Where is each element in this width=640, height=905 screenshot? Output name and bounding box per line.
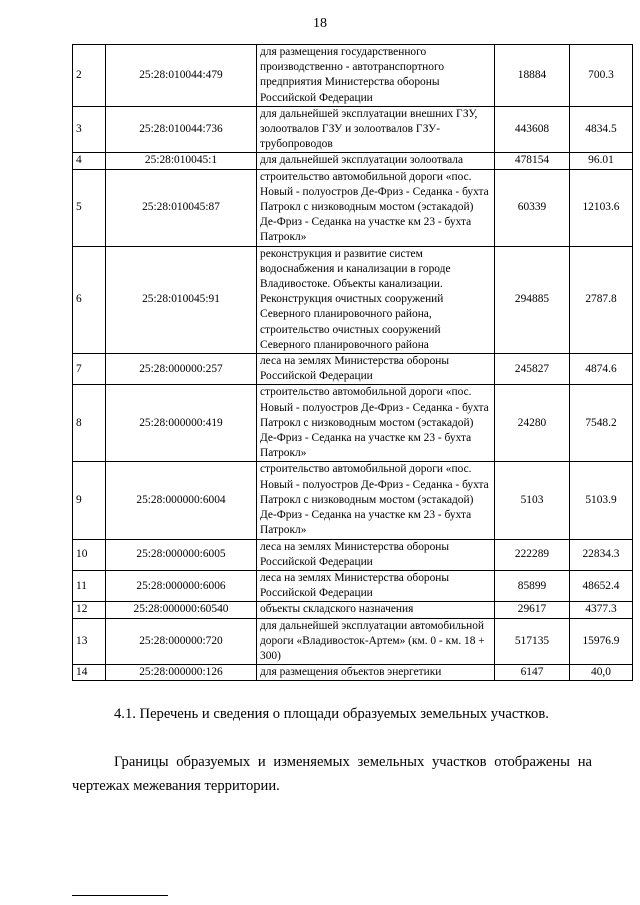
value-cell: 96.01 [570, 153, 633, 169]
row-number-cell: 3 [73, 106, 106, 153]
area-cell: 443608 [495, 106, 570, 153]
row-number-cell: 9 [73, 462, 106, 539]
row-number-cell: 2 [73, 45, 106, 107]
value-cell: 4834.5 [570, 106, 633, 153]
row-number-cell: 6 [73, 246, 106, 353]
table-row [73, 665, 633, 681]
value-cell: 15976.9 [570, 618, 633, 665]
permitted-use-cell: для дальнейшей эксплуатации золоотвала [257, 153, 495, 169]
area-cell: 245827 [495, 354, 570, 385]
land-parcels-table [72, 44, 633, 681]
area-cell: 294885 [495, 246, 570, 353]
area-cell: 24280 [495, 385, 570, 462]
row-number-cell: 10 [73, 539, 106, 570]
area-cell: 18884 [495, 45, 570, 107]
value-cell: 4377.3 [570, 602, 633, 618]
section-4-1-heading: 4.1. Перечень и сведения о площади образуемых земельных участков. [114, 706, 549, 722]
permitted-use-cell: леса на землях Министерства обороны Российской Федерации [257, 539, 495, 570]
permitted-use-cell: леса на землях Министерства обороны Российской Федерации [257, 570, 495, 601]
value-cell: 700.3 [570, 45, 633, 107]
table-row [73, 354, 633, 385]
table-row [73, 246, 633, 353]
permitted-use-cell: для дальнейшей эксплуатации внешних ГЗУ, золоотвалов ГЗУ и золоотвалов ГЗУ-трубопроводов [257, 106, 495, 153]
area-cell: 6147 [495, 665, 570, 681]
value-cell: 48652.4 [570, 570, 633, 601]
cadastral-number-cell: 25:28:000000:6004 [106, 462, 257, 539]
footnote-divider [72, 895, 168, 896]
land-parcels-table-body [73, 45, 633, 681]
permitted-use-cell: объекты складского назначения [257, 602, 495, 618]
area-cell: 60339 [495, 169, 570, 246]
table-row [73, 618, 633, 665]
table-row [73, 602, 633, 618]
row-number-cell: 4 [73, 153, 106, 169]
row-number-cell: 12 [73, 602, 106, 618]
value-cell: 22834.3 [570, 539, 633, 570]
value-cell: 40,0 [570, 665, 633, 681]
table-row [73, 45, 633, 107]
row-number-cell: 13 [73, 618, 106, 665]
cadastral-number-cell: 25:28:000000:419 [106, 385, 257, 462]
value-cell: 7548.2 [570, 385, 633, 462]
cadastral-number-cell: 25:28:000000:60540 [106, 602, 257, 618]
area-cell: 478154 [495, 153, 570, 169]
boundaries-paragraph: Границы образуемых и изменяемых земельных участков отображены на чертежах межевания территории. [72, 754, 592, 794]
row-number-cell: 11 [73, 570, 106, 601]
table-row [73, 106, 633, 153]
page-number: 18 [313, 16, 327, 31]
table-row [73, 153, 633, 169]
row-number-cell: 7 [73, 354, 106, 385]
cadastral-number-cell: 25:28:010045:87 [106, 169, 257, 246]
area-cell: 29617 [495, 602, 570, 618]
cadastral-number-cell: 25:28:000000:126 [106, 665, 257, 681]
table-row [73, 385, 633, 462]
value-cell: 12103.6 [570, 169, 633, 246]
permitted-use-cell: строительство автомобильной дороги «пос. Новый - полуостров Де-Фриз - Седанка - бухта Патрокл с низководным мостом (эстакадой) Де-Фриз - Седанка на участке км 23 - бухта Патрокл» [257, 462, 495, 539]
permitted-use-cell: для размещения государственного производственно - автотранспортного предприятия Министерства обороны Российской Федерации [257, 45, 495, 107]
area-cell: 85899 [495, 570, 570, 601]
cadastral-number-cell: 25:28:010045:91 [106, 246, 257, 353]
permitted-use-cell: для дальнейшей эксплуатации автомобильной дороги «Владивосток-Артем» (км. 0 - км. 18 + 300) [257, 618, 495, 665]
cadastral-number-cell: 25:28:000000:6005 [106, 539, 257, 570]
permitted-use-cell: реконструкция и развитие систем водоснабжения и канализации в городе Владивостоке. Объекты канализации. Реконструкция очистных сооружений Северного планировочного района, строительство очистных сооружений Северного планировочного района [257, 246, 495, 353]
permitted-use-cell: строительство автомобильной дороги «пос. Новый - полуостров Де-Фриз - Седанка - бухта Патрокл с низководным мостом (эстакадой) Де-Фриз - Седанка на участке км 23 - бухта Патрокл» [257, 385, 495, 462]
row-number-cell: 5 [73, 169, 106, 246]
value-cell: 4874.6 [570, 354, 633, 385]
cadastral-number-cell: 25:28:010045:1 [106, 153, 257, 169]
cadastral-number-cell: 25:28:010044:479 [106, 45, 257, 107]
value-cell: 2787.8 [570, 246, 633, 353]
cadastral-number-cell: 25:28:010044:736 [106, 106, 257, 153]
area-cell: 222289 [495, 539, 570, 570]
row-number-cell: 14 [73, 665, 106, 681]
permitted-use-cell: для размещения объектов энергетики [257, 665, 495, 681]
cadastral-number-cell: 25:28:000000:257 [106, 354, 257, 385]
permitted-use-cell: леса на землях Министерства обороны Российской Федерации [257, 354, 495, 385]
permitted-use-cell: строительство автомобильной дороги «пос. Новый - полуостров Де-Фриз - Седанка - бухта Патрокл с низководным мостом (эстакадой) Де-Фриз - Седанка на участке км 23 - бухта Патрокл» [257, 169, 495, 246]
table-row [73, 462, 633, 539]
area-cell: 5103 [495, 462, 570, 539]
area-cell: 517135 [495, 618, 570, 665]
cadastral-number-cell: 25:28:000000:720 [106, 618, 257, 665]
row-number-cell: 8 [73, 385, 106, 462]
value-cell: 5103.9 [570, 462, 633, 539]
table-row [73, 570, 633, 601]
table-row [73, 169, 633, 246]
cadastral-number-cell: 25:28:000000:6006 [106, 570, 257, 601]
table-row [73, 539, 633, 570]
